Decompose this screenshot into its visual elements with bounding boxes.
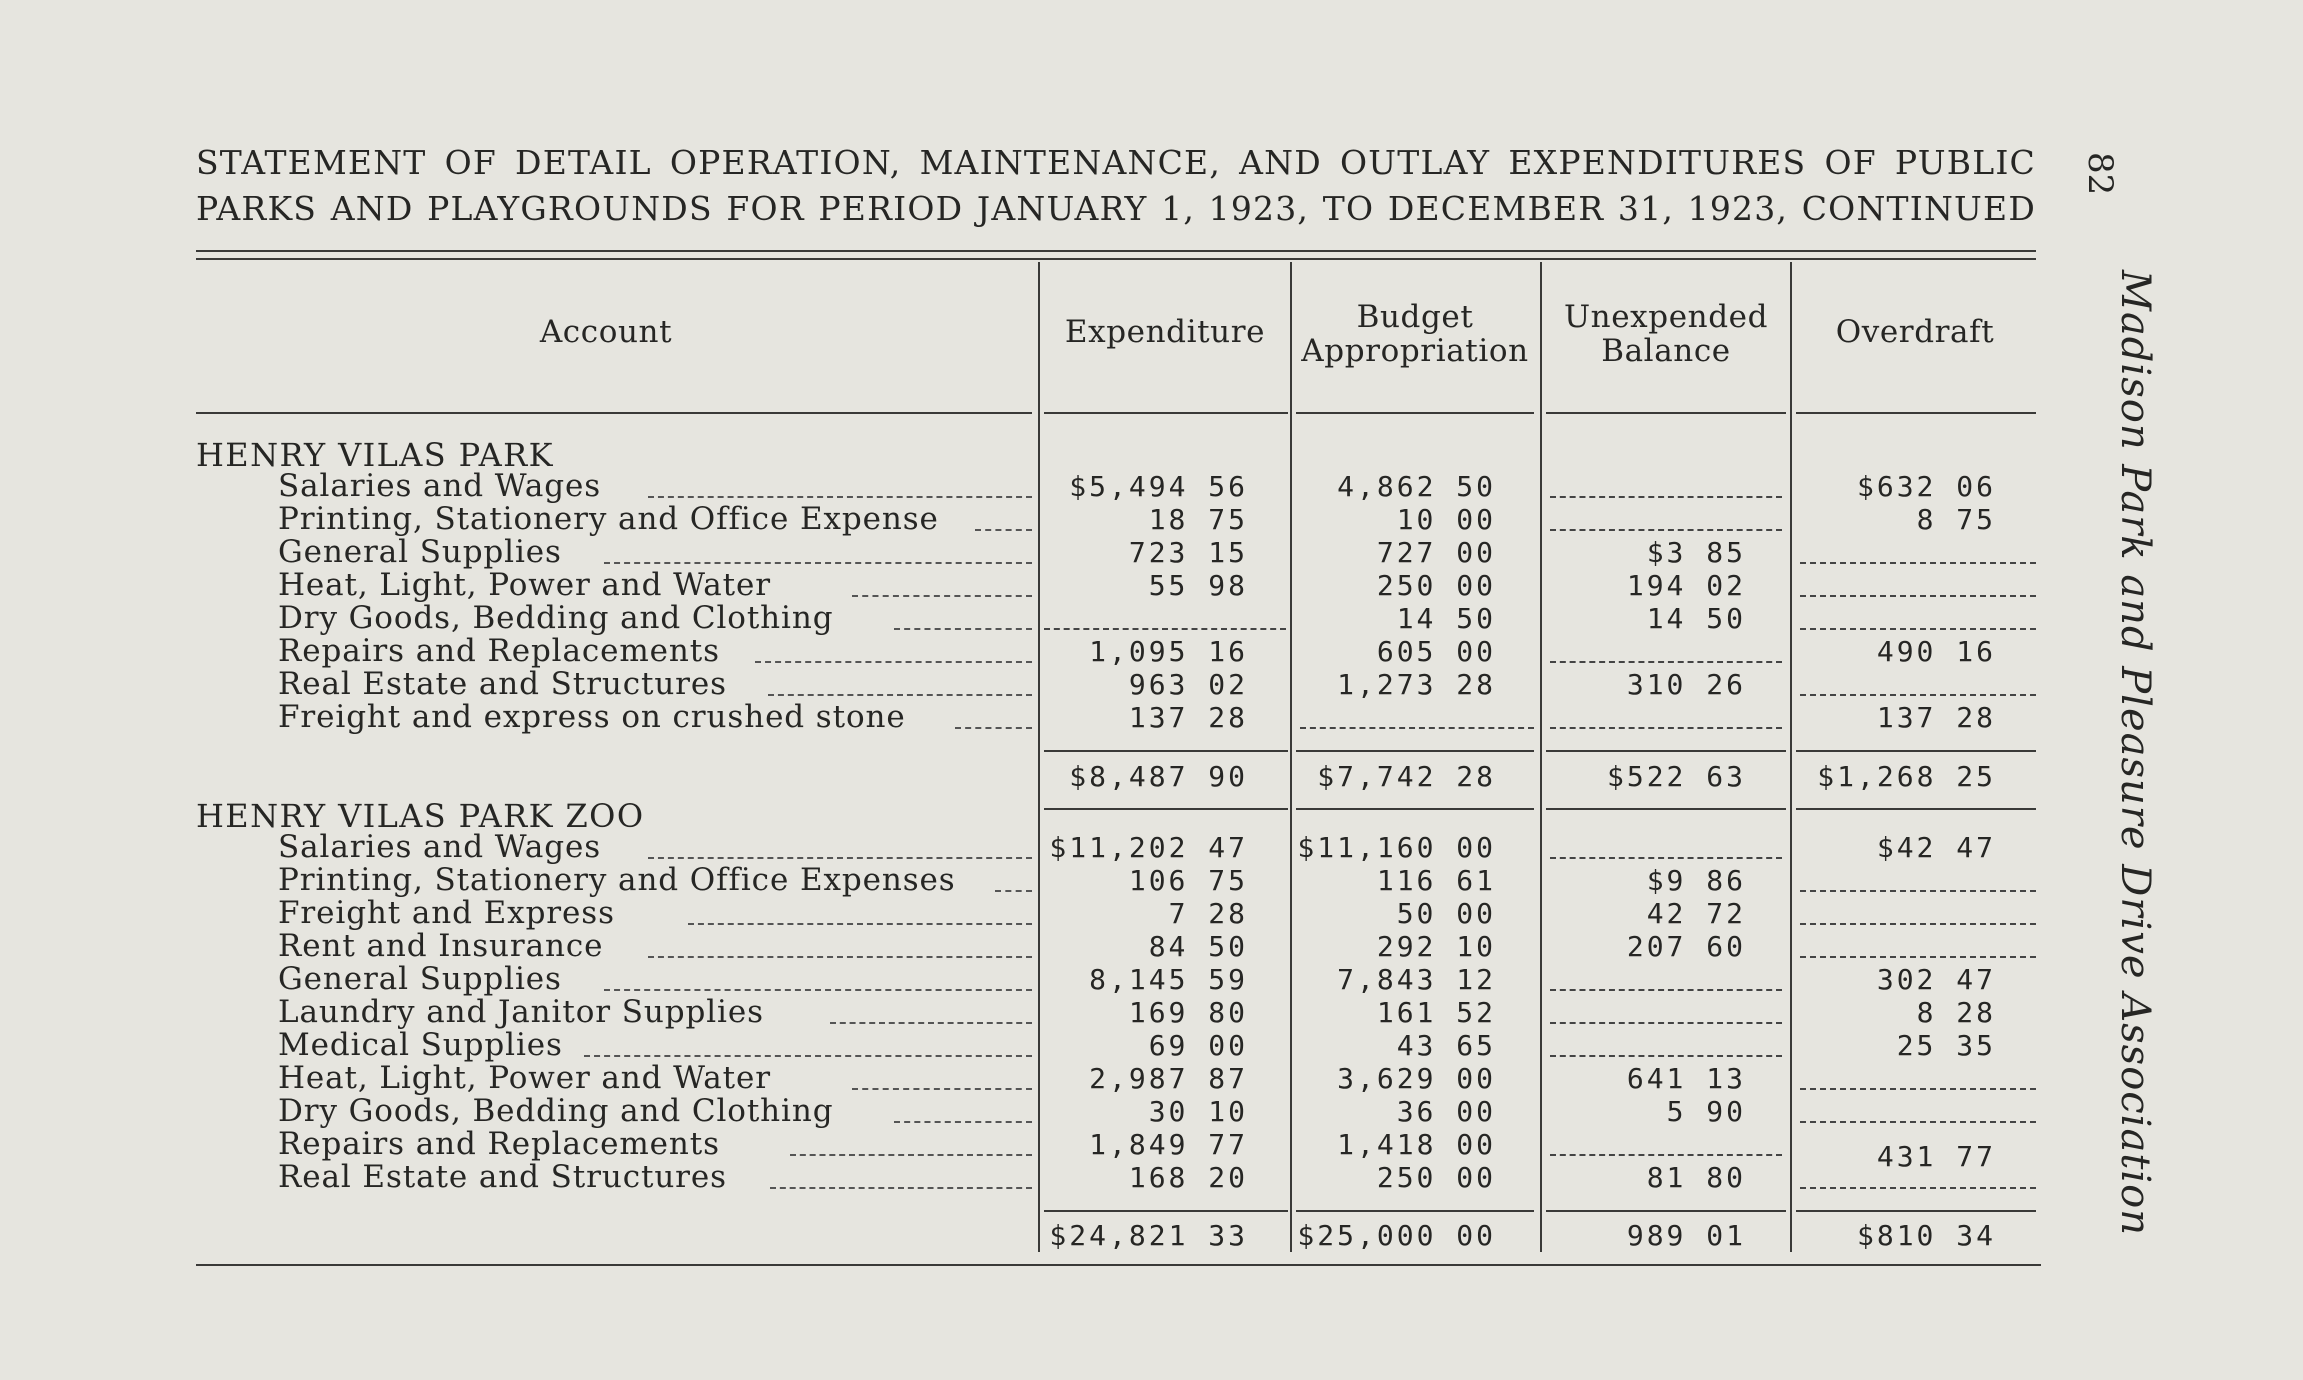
total-underline: [1044, 808, 1288, 810]
empty-cell-dash: [1550, 1055, 1782, 1057]
cell-unexpended: 641 13: [1626, 1062, 1746, 1095]
total-underline: [1796, 808, 2036, 810]
dot-leader: [604, 989, 1032, 991]
dot-leader: [688, 923, 1032, 925]
row-account: Freight and express on crushed stone: [278, 699, 906, 735]
cell-unexpended: $3 85: [1646, 536, 1746, 569]
cell-expenditure: 18 75: [1148, 503, 1248, 536]
cell-budget: 10 00: [1396, 503, 1496, 536]
row-account: Heat, Light, Power and Water: [278, 1060, 771, 1096]
total-rule: [1796, 750, 2036, 752]
cell-expenditure: 1,095 16: [1089, 635, 1248, 668]
cell-expenditure: 55 98: [1148, 569, 1248, 602]
column-header-unexpended: Unexpended Balance: [1563, 299, 1769, 369]
empty-cell-dash: [1300, 727, 1534, 729]
row-account: Medical Supplies: [278, 1027, 563, 1063]
dot-leader: [584, 1055, 1032, 1057]
dot-leader: [830, 1022, 1032, 1024]
total-rule: [1546, 750, 1786, 752]
column-header-expenditure: Expenditure: [1064, 314, 1266, 350]
cell-expenditure: 106 75: [1128, 864, 1248, 897]
empty-cell-dash: [1800, 595, 2036, 597]
empty-cell-dash: [1550, 1022, 1782, 1024]
cell-overdraft: 302 47: [1876, 963, 1996, 996]
dot-leader: [995, 890, 1032, 892]
statement-heading: [196, 140, 2036, 232]
row-account: Dry Goods, Bedding and Clothing: [278, 600, 834, 636]
empty-cell-dash: [1800, 1187, 2036, 1189]
cell-expenditure: $11,202 47: [1049, 831, 1248, 864]
cell-unexpended: 207 60: [1626, 930, 1746, 963]
running-side-title: Madison Park and Pleasure Drive Association: [2112, 270, 2158, 1237]
row-account: Dry Goods, Bedding and Clothing: [278, 1093, 834, 1129]
total-underline: [1296, 808, 1534, 810]
cell-budget: 161 52: [1376, 996, 1496, 1029]
total-rule: [1796, 1210, 2036, 1212]
top-rule-2: [196, 258, 2036, 260]
cell-expenditure: 84 50: [1148, 930, 1248, 963]
cell-overdraft: 25 35: [1896, 1029, 1996, 1062]
total-overdraft: $1,268 25: [1817, 760, 1996, 793]
empty-cell-dash: [1550, 661, 1782, 663]
row-account: Salaries and Wages: [278, 829, 602, 865]
dot-leader: [852, 595, 1032, 597]
cell-expenditure: 168 20: [1128, 1161, 1248, 1194]
column-header-budget: Budget Appropriation: [1301, 299, 1529, 369]
row-account: Printing, Stationery and Office Expenses: [278, 862, 956, 898]
cell-expenditure: 69 00: [1148, 1029, 1248, 1062]
cell-expenditure: 2,987 87: [1089, 1062, 1248, 1095]
column-header-overdraft: Overdraft: [1835, 314, 1995, 350]
total-rule: [1296, 1210, 1534, 1212]
cell-budget: 4,862 50: [1337, 470, 1496, 503]
cell-budget: 36 00: [1396, 1095, 1496, 1128]
cell-expenditure: 963 02: [1128, 668, 1248, 701]
empty-cell-dash: [1800, 890, 2036, 892]
cell-overdraft: 431 77: [1876, 1140, 1996, 1173]
cell-expenditure: 1,849 77: [1089, 1128, 1248, 1161]
header-rule-overdraft: [1796, 412, 2036, 414]
total-underline: [1546, 808, 1786, 810]
cell-expenditure: 169 80: [1128, 996, 1248, 1029]
cell-overdraft: $42 47: [1876, 831, 1996, 864]
empty-cell-dash: [1550, 989, 1782, 991]
cell-expenditure: 7 28: [1168, 897, 1248, 930]
dot-leader: [604, 562, 1032, 564]
row-account: Heat, Light, Power and Water: [278, 567, 771, 603]
cell-budget: 250 00: [1376, 1161, 1496, 1194]
total-budget: $25,000 00: [1297, 1219, 1496, 1252]
cell-unexpended: $9 86: [1646, 864, 1746, 897]
cell-overdraft: $632 06: [1856, 470, 1996, 503]
row-account: Repairs and Replacements: [278, 633, 720, 669]
dot-leader: [768, 694, 1032, 696]
empty-cell-dash: [1550, 1154, 1782, 1156]
total-rule: [1044, 1210, 1288, 1212]
dot-leader: [770, 1187, 1032, 1189]
total-unexpended: $522 63: [1606, 760, 1746, 793]
row-account: General Supplies: [278, 961, 562, 997]
empty-cell-dash: [1800, 694, 2036, 696]
dot-leader: [648, 496, 1032, 498]
cell-budget: 727 00: [1376, 536, 1496, 569]
cell-overdraft: 137 28: [1876, 701, 1996, 734]
cell-budget: 43 65: [1396, 1029, 1496, 1062]
dot-leader: [894, 628, 1032, 630]
top-rule-1: [196, 250, 2036, 252]
cell-expenditure: 8,145 59: [1089, 963, 1248, 996]
total-expenditure: $24,821 33: [1049, 1219, 1248, 1252]
bottom-rule: [196, 1264, 2041, 1266]
row-account: Repairs and Replacements: [278, 1126, 720, 1162]
cell-budget: 292 10: [1376, 930, 1496, 963]
empty-cell-dash: [1800, 628, 2036, 630]
header-rule-account: [196, 412, 1032, 414]
header-rule-unexpended: [1546, 412, 1786, 414]
cell-unexpended: 5 90: [1666, 1095, 1746, 1128]
empty-cell-dash: [1550, 496, 1782, 498]
row-account: Real Estate and Structures: [278, 1159, 727, 1195]
cell-overdraft: 8 75: [1916, 503, 1996, 536]
total-expenditure: $8,487 90: [1069, 760, 1248, 793]
row-account: Printing, Stationery and Office Expense: [278, 501, 939, 537]
empty-cell-dash: [1800, 562, 2036, 564]
cell-expenditure: $5,494 56: [1069, 470, 1248, 503]
row-account: Real Estate and Structures: [278, 666, 727, 702]
cell-unexpended: 14 50: [1646, 602, 1746, 635]
cell-unexpended: 310 26: [1626, 668, 1746, 701]
cell-unexpended: 42 72: [1646, 897, 1746, 930]
empty-cell-dash: [1800, 923, 2036, 925]
header-rule-budget: [1296, 412, 1534, 414]
cell-budget: $11,160 00: [1297, 831, 1496, 864]
cell-expenditure: 30 10: [1148, 1095, 1248, 1128]
cell-unexpended: 194 02: [1626, 569, 1746, 602]
cell-overdraft: 8 28: [1916, 996, 1996, 1029]
empty-cell-dash: [1550, 529, 1782, 531]
dot-leader: [852, 1088, 1032, 1090]
heading-line-2: PARKS AND PLAYGROUNDS FOR PERIOD JANUARY 1, 1923, TO DECEMBER 31, 1923, CONTINUED: [196, 189, 2036, 228]
dot-leader: [790, 1154, 1032, 1156]
row-account: Freight and Express: [278, 895, 615, 931]
dot-leader: [648, 857, 1032, 859]
dot-leader: [755, 661, 1032, 663]
cell-budget: 116 61: [1376, 864, 1496, 897]
cell-unexpended: 81 80: [1646, 1161, 1746, 1194]
dot-leader: [955, 727, 1032, 729]
cell-budget: 1,273 28: [1337, 668, 1496, 701]
total-overdraft: $810 34: [1856, 1219, 1996, 1252]
total-rule: [1546, 1210, 1786, 1212]
dot-leader: [894, 1121, 1032, 1123]
cell-budget: 1,418 00: [1337, 1128, 1496, 1161]
total-rule: [1296, 750, 1534, 752]
total-unexpended: 989 01: [1626, 1219, 1746, 1252]
cell-budget: 250 00: [1376, 569, 1496, 602]
column-header-account: Account: [539, 314, 673, 350]
column-divider-4: [1790, 262, 1792, 1252]
dot-leader: [648, 956, 1032, 958]
section-title-henry-vilas-park-zoo: HENRY VILAS PARK ZOO: [196, 797, 645, 835]
empty-cell-dash: [1550, 727, 1782, 729]
section-title-henry-vilas-park: HENRY VILAS PARK: [196, 436, 554, 474]
empty-cell-dash: [1800, 1121, 2036, 1123]
cell-budget: 7,843 12: [1337, 963, 1496, 996]
heading-line-1: STATEMENT OF DETAIL OPERATION, MAINTENANCE, AND OUTLAY EXPENDITURES OF PUBLIC: [196, 143, 2036, 182]
cell-budget: 3,629 00: [1337, 1062, 1496, 1095]
row-account: General Supplies: [278, 534, 562, 570]
cell-budget: 605 00: [1376, 635, 1496, 668]
empty-cell-dash: [1550, 857, 1782, 859]
cell-budget: 14 50: [1396, 602, 1496, 635]
cell-expenditure: 723 15: [1128, 536, 1248, 569]
cell-budget: 50 00: [1396, 897, 1496, 930]
header-rule-expenditure: [1044, 412, 1288, 414]
cell-overdraft: 490 16: [1876, 635, 1996, 668]
row-account: Salaries and Wages: [278, 468, 602, 504]
empty-cell-dash: [1800, 956, 2036, 958]
cell-expenditure: 137 28: [1128, 701, 1248, 734]
dot-leader: [975, 529, 1032, 531]
total-rule: [1044, 750, 1288, 752]
empty-cell-dash: [1044, 628, 1286, 630]
empty-cell-dash: [1800, 1088, 2036, 1090]
row-account: Laundry and Janitor Supplies: [278, 994, 764, 1030]
total-budget: $7,742 28: [1317, 760, 1496, 793]
page-number: 82: [2080, 152, 2120, 196]
row-account: Rent and Insurance: [278, 928, 604, 964]
